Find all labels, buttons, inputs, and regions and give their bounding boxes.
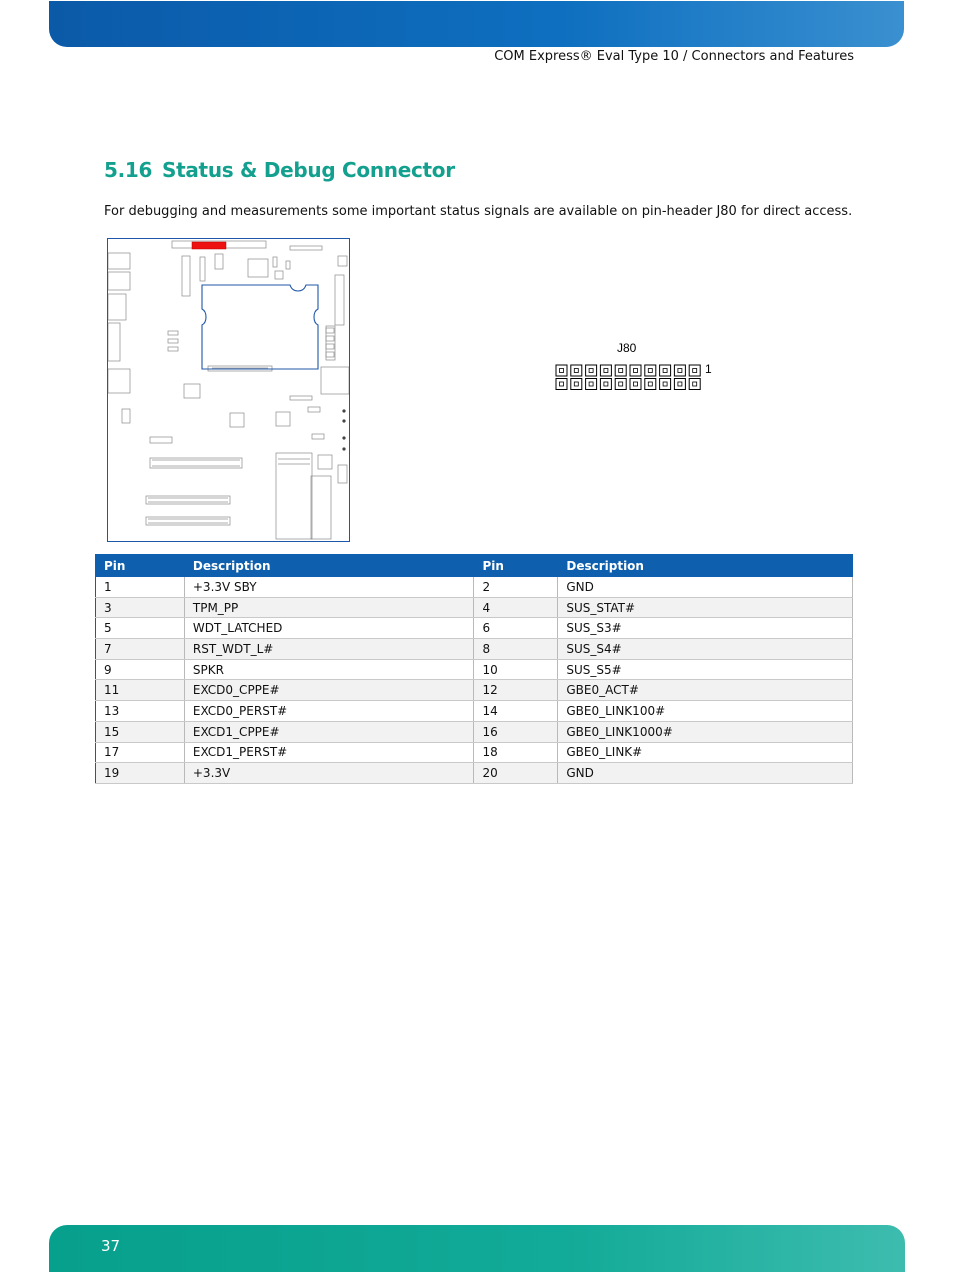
- header-pin: Pin: [96, 555, 185, 577]
- component: [275, 271, 283, 279]
- component: [326, 326, 335, 360]
- connector-outline: [108, 369, 130, 393]
- pin-description-cell: GND: [558, 763, 853, 784]
- component: [290, 396, 312, 400]
- section-number: 5.16: [104, 158, 153, 182]
- section-title: [104, 158, 455, 182]
- pin-number-cell: 4: [474, 597, 558, 618]
- pin-description-cell: GBE0_ACT#: [558, 680, 853, 701]
- pin-number-cell: 19: [96, 763, 185, 784]
- pin-number-cell: 18: [474, 742, 558, 763]
- pin-description-cell: SUS_S4#: [558, 639, 853, 660]
- component: [326, 352, 334, 357]
- pin-number-cell: 5: [96, 618, 185, 639]
- header-pin: Pin: [474, 555, 558, 577]
- header-pin-pad: [600, 379, 611, 390]
- table-header-row: [96, 555, 853, 577]
- component: [273, 257, 277, 267]
- intro-paragraph: For debugging and measurements some important status signals are available on pin-header J80 for direct access.: [104, 204, 853, 219]
- table-row: [96, 659, 853, 680]
- pin-description-cell: +3.3V SBY: [184, 577, 474, 598]
- pin-number-cell: 2: [474, 577, 558, 598]
- slot: [146, 496, 230, 504]
- header-pin-pad: [571, 365, 582, 376]
- pin-description-cell: GBE0_LINK1000#: [558, 721, 853, 742]
- component: [326, 344, 334, 349]
- connector-outline: [108, 253, 130, 269]
- pin-description-cell: WDT_LATCHED: [184, 618, 474, 639]
- component: [168, 347, 178, 351]
- component: [308, 407, 320, 412]
- component: [168, 331, 178, 335]
- component: [230, 413, 244, 427]
- component: [326, 328, 334, 333]
- component: [286, 261, 290, 269]
- board-layout-diagram: [107, 238, 350, 542]
- header-pin-pad: [645, 379, 656, 390]
- page-number: 37: [101, 1237, 121, 1255]
- header-pin-pad: [556, 365, 567, 376]
- slot: [276, 453, 312, 539]
- header-pin-pad: [674, 379, 685, 390]
- pin-number-cell: 9: [96, 659, 185, 680]
- table-row: [96, 577, 853, 598]
- pin-description-cell: EXCD0_CPPE#: [184, 680, 474, 701]
- pin-description-cell: +3.3V: [184, 763, 474, 784]
- component: [318, 455, 332, 469]
- header-pin-pad: [630, 379, 641, 390]
- section-title-text: Status & Debug Connector: [162, 158, 455, 182]
- pin-number-cell: 15: [96, 721, 185, 742]
- header-pin-pad: [660, 365, 671, 376]
- component: [338, 256, 347, 266]
- connector-outline: [108, 272, 130, 290]
- top-banner: [49, 1, 904, 47]
- pin-description-cell: GBE0_LINK#: [558, 742, 853, 763]
- pin-number-cell: 17: [96, 742, 185, 763]
- header-description: Description: [184, 555, 474, 577]
- pin-description-cell: GBE0_LINK100#: [558, 701, 853, 722]
- pin-number-cell: 20: [474, 763, 558, 784]
- pin-description-cell: SUS_S5#: [558, 659, 853, 680]
- pin-number-cell: 1: [96, 577, 185, 598]
- header-pin-pad: [600, 365, 611, 376]
- pin-description-cell: SPKR: [184, 659, 474, 680]
- pin-number-cell: 13: [96, 701, 185, 722]
- connector-outline: [321, 367, 349, 394]
- bottom-banner: [49, 1225, 905, 1272]
- slot: [146, 517, 230, 525]
- connector-outline: [108, 323, 120, 361]
- pin-description-cell: GND: [558, 577, 853, 598]
- pin-description-cell: SUS_STAT#: [558, 597, 853, 618]
- component: [312, 434, 324, 439]
- j80-highlight: [192, 242, 226, 249]
- table-row: [96, 680, 853, 701]
- slot: [311, 476, 331, 539]
- pin1-label: 1: [705, 362, 712, 376]
- component: [122, 409, 130, 423]
- header-pin-pad: [586, 379, 597, 390]
- header-pin-pad: [645, 365, 656, 376]
- header-pin-pad: [689, 379, 700, 390]
- connector-outline: [108, 294, 126, 320]
- running-title: COM Express® Eval Type 10 / Connectors and Features: [494, 49, 854, 64]
- pin-number-cell: 14: [474, 701, 558, 722]
- com-module-outline: [202, 285, 318, 369]
- header-pin-pad: [630, 365, 641, 376]
- pin-description-cell: RST_WDT_L#: [184, 639, 474, 660]
- connector-outline: [335, 275, 344, 325]
- pin-number-cell: 12: [474, 680, 558, 701]
- table-row: [96, 721, 853, 742]
- pin-description-cell: TPM_PP: [184, 597, 474, 618]
- component: [276, 412, 290, 426]
- header-strip: [290, 246, 322, 250]
- header-pin-pad: [674, 365, 685, 376]
- header-pin-pad: [571, 379, 582, 390]
- component: [168, 339, 178, 343]
- header-pin-pad: [615, 379, 626, 390]
- component: [248, 259, 268, 277]
- pin-description-cell: EXCD1_PERST#: [184, 742, 474, 763]
- header-pin-pad: [556, 379, 567, 390]
- pin-number-cell: 7: [96, 639, 185, 660]
- connector-outline: [182, 256, 190, 296]
- header-pin-pad: [689, 365, 700, 376]
- pin-description-cell: SUS_S3#: [558, 618, 853, 639]
- component: [215, 254, 223, 269]
- j80-label: J80: [617, 341, 637, 355]
- pin-description-cell: EXCD0_PERST#: [184, 701, 474, 722]
- pin-number-cell: 11: [96, 680, 185, 701]
- slot: [150, 458, 242, 468]
- pin-number-cell: 16: [474, 721, 558, 742]
- pin-number-cell: 8: [474, 639, 558, 660]
- table-row: [96, 639, 853, 660]
- table-row: [96, 597, 853, 618]
- board-drawing: [108, 239, 349, 541]
- component: [200, 257, 205, 281]
- pin-description-cell: EXCD1_CPPE#: [184, 721, 474, 742]
- table-row: [96, 618, 853, 639]
- header-description: Description: [558, 555, 853, 577]
- component: [184, 384, 200, 398]
- pin-assignment-table: [95, 554, 853, 784]
- slot: [150, 437, 172, 443]
- header-pin-pad: [586, 365, 597, 376]
- table-row: [96, 701, 853, 722]
- pin-number-cell: 10: [474, 659, 558, 680]
- header-pin-pad: [660, 379, 671, 390]
- table-row: [96, 763, 853, 784]
- header-pin-pad: [615, 365, 626, 376]
- component: [326, 336, 334, 341]
- pin-number-cell: 6: [474, 618, 558, 639]
- table-row: [96, 742, 853, 763]
- j80-pin-header: [555, 364, 705, 394]
- pin-number-cell: 3: [96, 597, 185, 618]
- component: [338, 465, 347, 483]
